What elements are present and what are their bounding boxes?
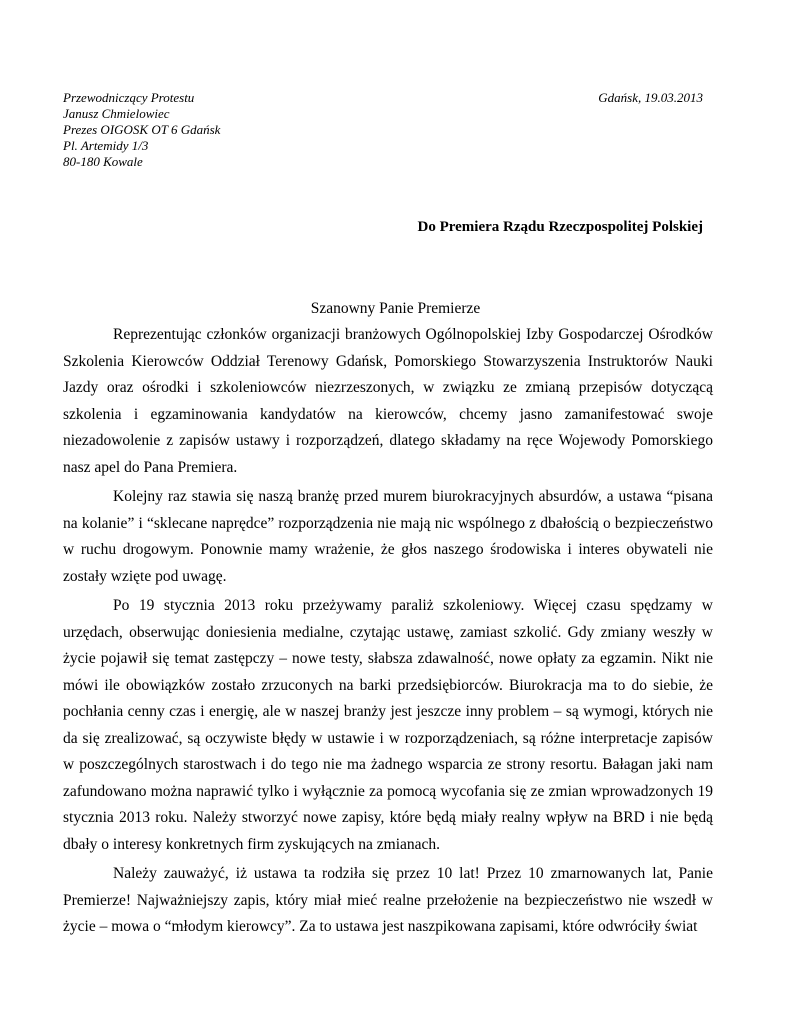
letter-body xyxy=(63,322,713,944)
sender-line: Prezes OIGOSK OT 6 Gdańsk xyxy=(63,122,221,137)
sender-line: 80-180 Kowale xyxy=(63,154,143,169)
sender-line: Pl. Artemidy 1/3 xyxy=(63,138,149,153)
addressee: Do Premiera Rządu Rzeczpospolitej Polskiej xyxy=(417,219,703,235)
sender-line: Przewodniczący Protestu xyxy=(63,90,195,105)
paragraph: Kolejny raz stawia się naszą branżę przed murem biurokracyjnych absurdów, a ustawa “pisana na kolanie” i “sklecane naprędce” rozporządzenia nie mają nic wspólnego z dbałością o bezpieczeństwo w ruchu drogowym. Ponownie mamy wrażenie, że głos naszego środowiska i interes obywateli nie zostały wzięte pod uwagę. xyxy=(63,488,713,585)
salutation: Szanowny Panie Premierze xyxy=(310,300,481,317)
sender-line: Janusz Chmielowiec xyxy=(63,106,170,121)
sender-block xyxy=(63,90,220,170)
paragraph: Należy zauważyć, iż ustawa ta rodziła się przez 10 lat! Przez 10 zmarnowanych lat, Panie Premierze! Najważniejszy zapis, który miał mieć realne przełożenie na bezpieczeństwo nie wszedł w życie – mowa o “młodym kierowcy”. Za to ustawa jest naszpikowana zapisami, które odwróciły świat xyxy=(63,865,713,935)
place-date: Gdańsk, 19.03.2013 xyxy=(598,90,703,105)
paragraph: Po 19 stycznia 2013 roku przeżywamy paraliż szkoleniowy. Więcej czasu spędzamy w urzędach, obserwując doniesienia medialne, czytając ustawę, zamiast szkolić. Gdy zmiany weszły w życie pojawił się temat zastępczy – nowe testy, słabsza zdawalność, nowe opłaty za egzamin. Nikt nie mówi ile obowiązków zostało zrzuconych na barki przedsiębiorców. Biurokracja ma to do siebie, że pochłania cenny czas i energię, ale w naszej branży jest jeszcze inny problem – są wymogi, których nie da się zrealizować, są oczywiste błędy w ustawie i w rozporządzeniach, są różne interpretacje zapisów w poszczególnych starostwach i do tego nie ma żadnego wsparcia ze strony resortu. Bałagan jaki nam zafundowano można naprawić tylko i wyłącznie za pomocą wycofania się ze zmian wprowadzonych 19 stycznia 2013 roku. Należy stworzyć nowe zapisy, które będą miały realny wpływ na BRD i nie będą dbały o interesy konkretnych firm zyskujących na zmianach. xyxy=(63,597,713,853)
paragraph: Reprezentując członków organizacji branżowych Ogólnopolskiej Izby Gospodarczej Ośrodków Szkolenia Kierowców Oddział Terenowy Gdańsk, Pomorskiego Stowarzyszenia Instruktorów Nauki Jazdy oraz ośrodki i szkoleniowców niezrzeszonych, w związku ze zmianą przepisów dotyczącą szkolenia i egzaminowania kandydatów na kierowców, chcemy jasno zamanifestować swoje niezadowolenie z zapisów ustawy i rozporządzeń, dlatego składamy na ręce Wojewody Pomorskiego nasz apel do Pana Premiera. xyxy=(63,326,713,476)
